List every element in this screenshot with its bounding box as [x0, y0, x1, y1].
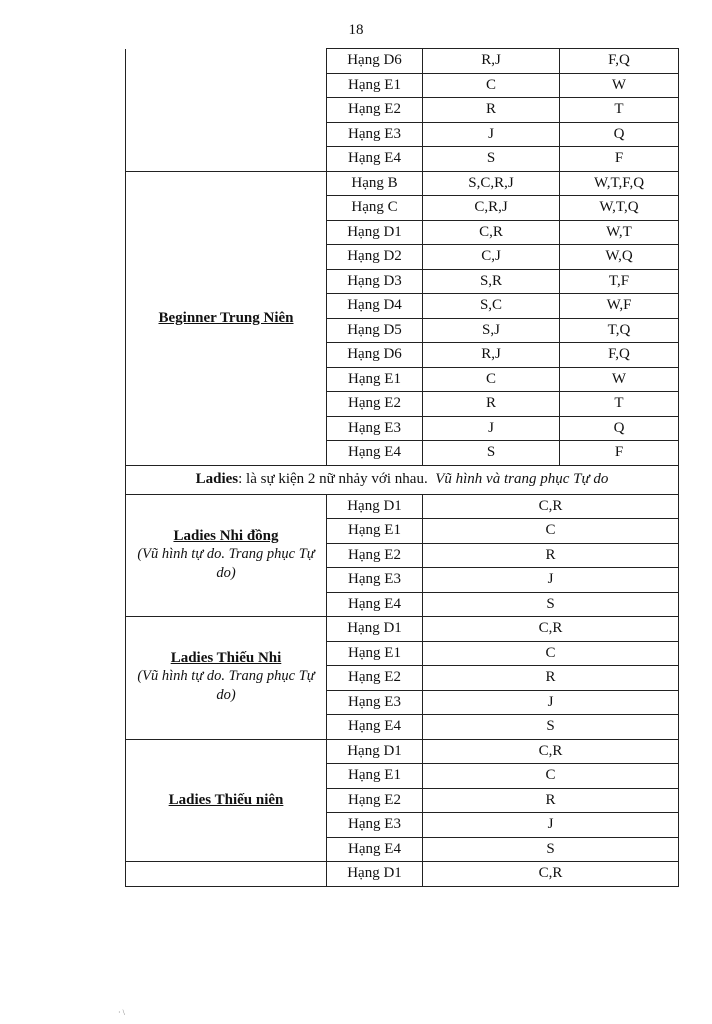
table-row — [126, 494, 679, 519]
dances-cell: C,R — [423, 617, 679, 642]
dances-cell: S — [423, 592, 679, 617]
rank-cell: Hạng E1 — [327, 641, 423, 666]
dances-cell: R — [423, 666, 679, 691]
dances-cell: R — [423, 543, 679, 568]
standard-dances-cell: Q — [560, 416, 679, 441]
ladies-rule: Vũ hình và trang phục Tự do — [435, 471, 609, 487]
category-title: Ladies Thiếu Nhi — [170, 650, 282, 667]
standard-dances-cell: W — [560, 367, 679, 392]
dances-cell: C — [423, 764, 679, 789]
dances-cell: J — [423, 690, 679, 715]
rank-cell: Hạng D5 — [327, 318, 423, 343]
standard-dances-cell: Q — [560, 122, 679, 147]
rank-cell: Hạng E4 — [327, 837, 423, 862]
rank-cell: Hạng E3 — [327, 416, 423, 441]
dances-cell: C — [423, 519, 679, 544]
latin-dances-cell: J — [423, 122, 560, 147]
dances-cell: C,R — [423, 494, 679, 519]
standard-dances-cell: W,Q — [560, 245, 679, 270]
rank-cell: Hạng E1 — [327, 367, 423, 392]
rank-cell: Hạng D6 — [327, 343, 423, 368]
category-cell — [126, 739, 327, 862]
standard-dances-cell: W — [560, 73, 679, 98]
standard-dances-cell: W,T — [560, 220, 679, 245]
rank-cell: Hạng E3 — [327, 813, 423, 838]
rank-cell: Hạng E4 — [327, 147, 423, 172]
dances-cell: J — [423, 813, 679, 838]
rank-cell: Hạng E2 — [327, 392, 423, 417]
scan-mark: · \ — [118, 1008, 125, 1017]
rank-cell: Hạng E4 — [327, 441, 423, 466]
latin-dances-cell: C,J — [423, 245, 560, 270]
standard-dances-cell: T — [560, 98, 679, 123]
rank-cell: Hạng E1 — [327, 764, 423, 789]
latin-dances-cell: R,J — [423, 343, 560, 368]
category-note: (Vũ hình tự do. Trang phục Tự do) — [137, 668, 315, 704]
category-title: Beginner Trung Niên — [158, 309, 294, 326]
latin-dances-cell: C — [423, 367, 560, 392]
dance-rank-table — [125, 48, 679, 887]
standard-dances-cell: W,T,F,Q — [560, 171, 679, 196]
category-title: Ladies Thiếu niên — [168, 791, 284, 808]
standard-dances-cell: T,F — [560, 269, 679, 294]
category-cell — [126, 494, 327, 617]
rank-cell: Hạng E1 — [327, 519, 423, 544]
latin-dances-cell: J — [423, 416, 560, 441]
table-row — [126, 739, 679, 764]
category-cell — [126, 862, 327, 887]
standard-dances-cell: T — [560, 392, 679, 417]
rank-cell: Hạng D6 — [327, 49, 423, 74]
latin-dances-cell: S,C,R,J — [423, 171, 560, 196]
latin-dances-cell: S — [423, 441, 560, 466]
rank-cell: Hạng D4 — [327, 294, 423, 319]
standard-dances-cell: W,T,Q — [560, 196, 679, 221]
category-note: (Vũ hình tự do. Trang phục Tự do) — [137, 545, 315, 581]
rank-cell: Hạng D1 — [327, 220, 423, 245]
standard-dances-cell: W,F — [560, 294, 679, 319]
rank-cell: Hạng C — [327, 196, 423, 221]
dances-cell: C — [423, 641, 679, 666]
dances-cell: S — [423, 715, 679, 740]
category-cell — [126, 49, 327, 172]
latin-dances-cell: R — [423, 98, 560, 123]
category-title: Ladies Nhi đồng — [173, 527, 279, 544]
ladies-description: : là sự kiện 2 nữ nhảy với nhau. — [238, 471, 436, 487]
table-row — [126, 171, 679, 196]
rank-cell: Hạng E3 — [327, 122, 423, 147]
standard-dances-cell: T,Q — [560, 318, 679, 343]
dances-cell: C,R — [423, 739, 679, 764]
standard-dances-cell: F — [560, 147, 679, 172]
rank-cell: Hạng E2 — [327, 666, 423, 691]
rank-cell: Hạng B — [327, 171, 423, 196]
rank-cell: Hạng E2 — [327, 98, 423, 123]
latin-dances-cell: C,R — [423, 220, 560, 245]
rank-cell: Hạng D2 — [327, 245, 423, 270]
table-row — [126, 862, 679, 887]
rank-cell: Hạng D1 — [327, 617, 423, 642]
rank-cell: Hạng D3 — [327, 269, 423, 294]
table-row — [126, 49, 679, 74]
category-cell — [126, 617, 327, 740]
ladies-section-header — [126, 465, 679, 494]
rank-cell: Hạng E4 — [327, 592, 423, 617]
dances-cell: C,R — [423, 862, 679, 887]
latin-dances-cell: S,R — [423, 269, 560, 294]
table-row — [126, 617, 679, 642]
latin-dances-cell: S — [423, 147, 560, 172]
rank-cell: Hạng E3 — [327, 568, 423, 593]
latin-dances-cell: C,R,J — [423, 196, 560, 221]
standard-dances-cell: F,Q — [560, 343, 679, 368]
rank-cell: Hạng E3 — [327, 690, 423, 715]
latin-dances-cell: S,J — [423, 318, 560, 343]
standard-dances-cell: F — [560, 441, 679, 466]
section-header-row — [126, 465, 679, 494]
rank-cell: Hạng E2 — [327, 543, 423, 568]
rank-cell: Hạng E4 — [327, 715, 423, 740]
rank-cell: Hạng E1 — [327, 73, 423, 98]
ladies-label: Ladies — [195, 471, 239, 487]
dances-cell: R — [423, 788, 679, 813]
rank-cell: Hạng E2 — [327, 788, 423, 813]
rank-cell: Hạng D1 — [327, 739, 423, 764]
dances-cell: J — [423, 568, 679, 593]
latin-dances-cell: R,J — [423, 49, 560, 74]
rank-cell: Hạng D1 — [327, 862, 423, 887]
latin-dances-cell: C — [423, 73, 560, 98]
rank-cell: Hạng D1 — [327, 494, 423, 519]
dances-cell: S — [423, 837, 679, 862]
latin-dances-cell: S,C — [423, 294, 560, 319]
category-cell — [126, 171, 327, 465]
latin-dances-cell: R — [423, 392, 560, 417]
standard-dances-cell: F,Q — [560, 49, 679, 74]
page-number: 18 — [348, 22, 364, 38]
